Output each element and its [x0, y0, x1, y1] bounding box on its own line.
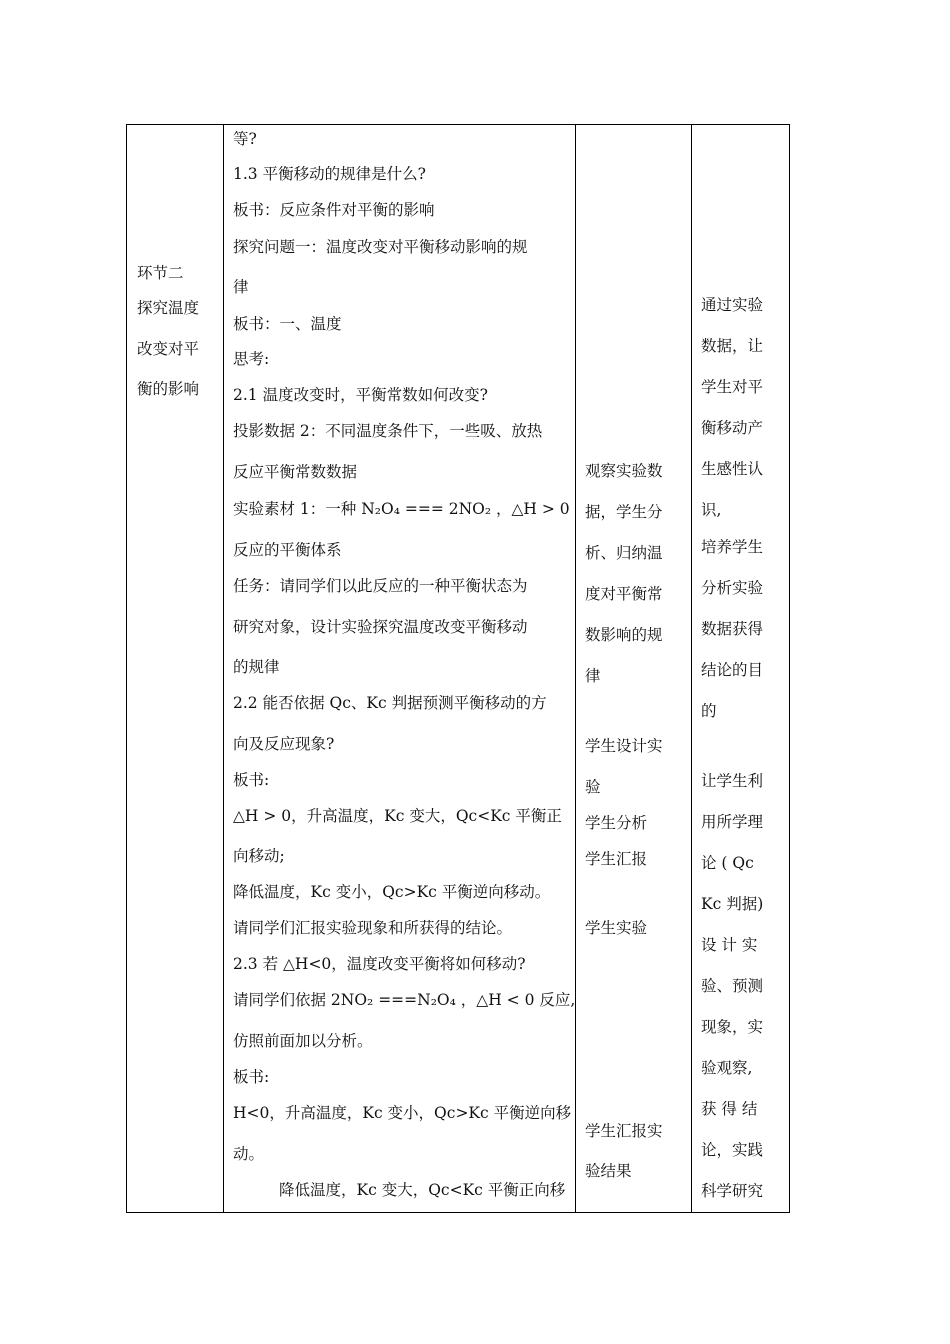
- student-line: 度对平衡常: [585, 585, 663, 603]
- student-line: 观察实验数: [585, 462, 663, 480]
- intent-line: 生感性认: [701, 460, 764, 478]
- intent-line: 分析实验: [701, 579, 764, 597]
- activity-line: 研究对象，设计实验探究温度改变平衡移动: [233, 618, 528, 636]
- lesson-plan-table: [126, 124, 790, 1213]
- stage-line: 探究温度: [137, 299, 200, 317]
- activity-line: 2.1 温度改变时，平衡常数如何改变?: [233, 386, 488, 404]
- stage-line: 改变对平: [137, 340, 200, 358]
- student-line: 析、归纳温: [585, 544, 663, 562]
- activity-line: 2.2 能否依据 Qc、Kc 判据预测平衡移动的方: [233, 694, 547, 712]
- intent-line: 验、预测: [701, 977, 764, 995]
- activity-line: 动。: [233, 1145, 265, 1163]
- intent-line: 让学生利: [701, 772, 764, 790]
- activity-line: 仿照前面加以分析。: [233, 1032, 373, 1050]
- activity-line: 请同学们依据 2NO₂ ===N₂O₄ ，△H < 0 反应,: [233, 991, 576, 1009]
- activity-line: 2.3 若 △H<0，温度改变平衡将如何移动?: [233, 955, 526, 973]
- activity-line: 降低温度，Kc 变大，Qc<Kc 平衡正向移: [279, 1181, 566, 1199]
- student-line: 据，学生分: [585, 503, 663, 521]
- activity-line: 的规律: [233, 658, 280, 676]
- activity-line: 等?: [233, 130, 257, 148]
- activity-line: 降低温度，Kc 变小，Qc>Kc 平衡逆向移动。: [233, 883, 551, 901]
- stage-line: 环节二: [137, 264, 184, 282]
- intent-line: 验观察,: [701, 1059, 753, 1077]
- activity-line: 1.3 平衡移动的规律是什么?: [233, 165, 426, 183]
- teacher-activity-cell: [224, 125, 574, 1212]
- intent-line: 现象，实: [701, 1018, 764, 1036]
- intent-line: 数据，让: [701, 337, 764, 355]
- intent-line: 的: [701, 702, 717, 720]
- activity-line: H<0，升高温度，Kc 变小，Qc>Kc 平衡逆向移: [233, 1104, 572, 1122]
- intent-line: 识,: [701, 501, 722, 519]
- intent-line: 结论的目: [701, 661, 764, 679]
- activity-line: 向移动;: [233, 847, 285, 865]
- activity-line: 律: [233, 278, 249, 296]
- intent-line: 学生对平: [701, 378, 764, 396]
- intent-line: 通过实验: [701, 296, 764, 314]
- activity-line: △H > 0，升高温度，Kc 变大，Qc<Kc 平衡正: [233, 807, 562, 825]
- activity-line: 实验素材 1：一种 N₂O₄ === 2NO₂ ，△H > 0: [233, 500, 570, 518]
- intent-line: 获 得 结: [701, 1100, 758, 1118]
- stage-line: 衡的影响: [137, 380, 200, 398]
- student-line: 验结果: [585, 1162, 632, 1180]
- activity-line: 板书：反应条件对平衡的影响: [233, 201, 435, 219]
- student-line: 学生设计实: [585, 737, 663, 755]
- student-line: 学生汇报实: [585, 1122, 663, 1140]
- student-line: 律: [585, 667, 601, 685]
- activity-line: 反应的平衡体系: [233, 541, 342, 559]
- student-line: 学生汇报: [585, 850, 648, 868]
- student-line: 学生分析: [585, 814, 648, 832]
- student-line: 验: [585, 778, 601, 796]
- activity-line: 任务：请同学们以此反应的一种平衡状态为: [233, 577, 528, 595]
- intent-line: 数据获得: [701, 620, 764, 638]
- activity-line: 投影数据 2：不同温度条件下，一些吸、放热: [233, 422, 543, 440]
- intent-line: 培养学生: [701, 538, 764, 556]
- design-intent-cell: [692, 125, 790, 1212]
- intent-line: 科学研究: [701, 1182, 764, 1200]
- activity-line: 板书:: [233, 1068, 270, 1086]
- activity-line: 板书:: [233, 771, 270, 789]
- stage-cell: [127, 125, 223, 1212]
- activity-line: 思考:: [233, 350, 270, 368]
- intent-line: 设 计 实: [701, 936, 758, 954]
- student-line: 数影响的规: [585, 626, 663, 644]
- activity-line: 反应平衡常数数据: [233, 463, 358, 481]
- student-activity-cell: [576, 125, 690, 1212]
- activity-line: 向及反应现象?: [233, 735, 335, 753]
- activity-line: 探究问题一：温度改变对平衡移动影响的规: [233, 238, 528, 256]
- intent-line: 衡移动产: [701, 419, 764, 437]
- activity-line: 请同学们汇报实验现象和所获得的结论。: [233, 919, 513, 937]
- intent-line: 论 ( Qc: [701, 854, 754, 872]
- intent-line: 论，实践: [701, 1141, 764, 1159]
- student-line: 学生实验: [585, 919, 648, 937]
- intent-line: Kc 判据): [701, 895, 764, 913]
- intent-line: 用所学理: [701, 813, 764, 831]
- activity-line: 板书：一、温度: [233, 315, 342, 333]
